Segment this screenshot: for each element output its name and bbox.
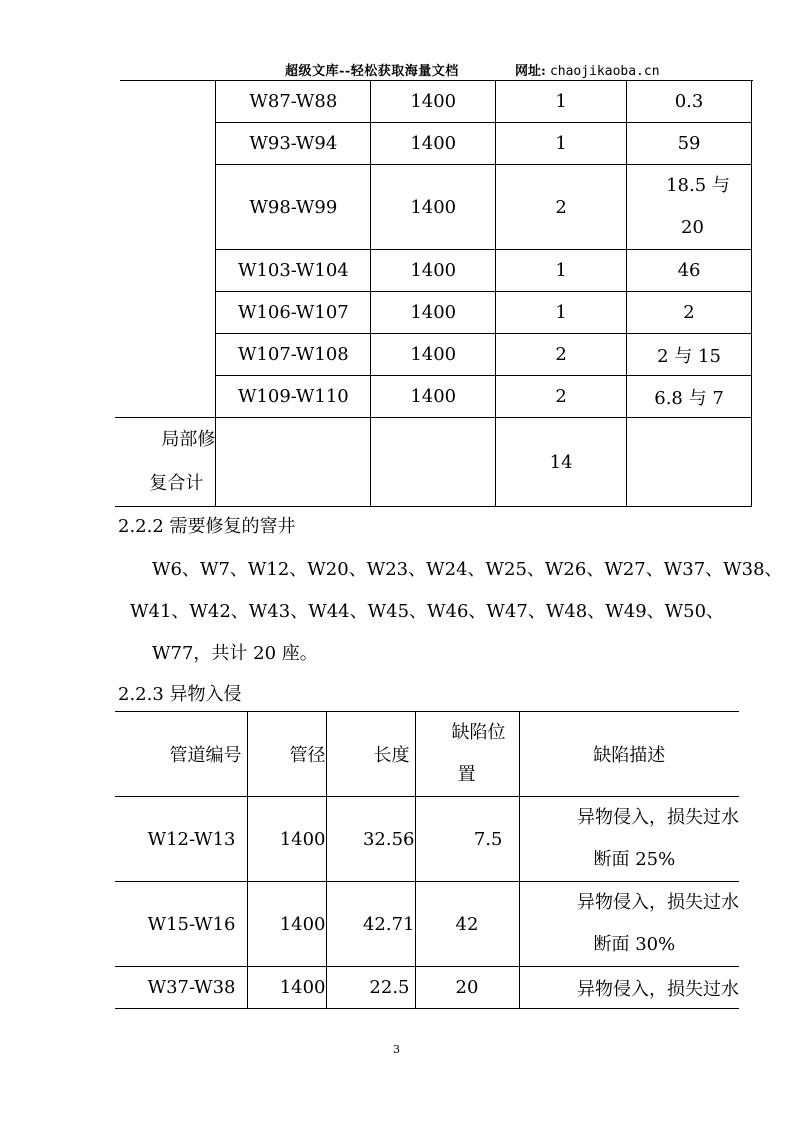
defect-count: 1	[496, 81, 627, 123]
pipe-id: W106-W107	[216, 292, 371, 334]
defect-count: 1	[496, 123, 627, 165]
defect-count: 1	[496, 250, 627, 292]
defect-count: 2	[496, 165, 627, 250]
manhole-list-line: W41、W42、W43、W44、W45、W46、W47、W48、W49、W50、	[130, 601, 725, 622]
pipe-id: W98-W99	[216, 165, 371, 250]
defect-position: 59	[627, 123, 752, 165]
header-url-group	[515, 60, 660, 79]
pipe-diameter: 1400	[247, 882, 326, 967]
defect-description: 异物侵入，损失过水	[519, 967, 739, 1009]
defect-description	[519, 797, 739, 882]
pipe-id: W15-W16	[115, 882, 247, 967]
defect-description	[519, 882, 739, 967]
table-row	[115, 967, 739, 1009]
defect-count: 1	[496, 292, 627, 334]
pipe-id: W37-W38	[115, 967, 247, 1009]
table-row	[115, 797, 739, 882]
pipe-diameter: 1400	[371, 250, 496, 292]
header-length: 长度	[326, 712, 415, 797]
header-line: 置	[457, 764, 476, 785]
pipe-id: W93-W94	[216, 123, 371, 165]
pipe-diameter: 1400	[371, 376, 496, 418]
defect-position	[627, 165, 752, 250]
table-header-row	[115, 712, 739, 797]
table-row	[115, 292, 752, 334]
table-row	[115, 376, 752, 418]
header-url[interactable]: chaojikaoba.cn	[549, 64, 660, 79]
pipe-diameter: 1400	[371, 292, 496, 334]
pipe-id: W103-W104	[216, 250, 371, 292]
description-line: 断面 30%	[593, 934, 676, 955]
defect-position-line: 18.5 与	[666, 175, 730, 196]
defect-position: 2	[627, 292, 752, 334]
table-cell	[371, 418, 496, 507]
pipe-length: 22.5	[326, 967, 415, 1009]
pipe-length: 42.71	[326, 882, 415, 967]
defect-count: 2	[496, 376, 627, 418]
manhole-list-line: W77，共计 20 座。	[152, 643, 318, 664]
header-url-label: 网址:	[515, 64, 546, 79]
pipe-length: 32.56	[326, 797, 415, 882]
table-cell	[115, 334, 216, 376]
table-cell	[115, 165, 216, 250]
table-cell	[216, 418, 371, 507]
pipe-diameter: 1400	[371, 81, 496, 123]
pipe-id: W109-W110	[216, 376, 371, 418]
total-count: 14	[496, 418, 627, 507]
table-cell	[115, 376, 216, 418]
defect-position: 46	[627, 250, 752, 292]
manhole-list-line: W6、W7、W12、W20、W23、W24、W25、W26、W27、W37、W38、	[152, 559, 783, 580]
page-header	[120, 58, 753, 81]
header-diameter: 管径	[247, 712, 326, 797]
header-defect-position	[415, 712, 519, 797]
pipe-diameter: 1400	[371, 334, 496, 376]
pipe-id: W12-W13	[115, 797, 247, 882]
table-cell	[115, 292, 216, 334]
description-line: 异物侵入，损失过水	[577, 892, 739, 913]
pipe-diameter: 1400	[371, 165, 496, 250]
header-defect-description: 缺陷描述	[519, 712, 739, 797]
total-label-line: 局部修	[161, 429, 216, 450]
table-cell	[115, 250, 216, 292]
pipe-id: W107-W108	[216, 334, 371, 376]
defect-position: 6.8 与 7	[627, 376, 752, 418]
pipe-diameter: 1400	[371, 123, 496, 165]
table-row	[115, 250, 752, 292]
header-pipe-id: 管道编号	[115, 712, 247, 797]
page-number: 3	[393, 1043, 400, 1056]
header-line: 缺陷位	[451, 722, 506, 743]
pipe-id: W87-W88	[216, 81, 371, 123]
section-heading: 2.2.3 异物入侵	[118, 684, 242, 705]
section-heading: 2.2.2 需要修复的窨井	[118, 516, 296, 537]
table-total-row	[115, 418, 752, 507]
table-row	[115, 123, 752, 165]
table-row	[115, 81, 752, 123]
defect-position: 0.3	[627, 81, 752, 123]
total-label	[115, 418, 216, 507]
defect-count: 2	[496, 334, 627, 376]
defect-position-line: 20	[681, 217, 704, 238]
table-cell	[115, 81, 216, 123]
pipe-diameter: 1400	[247, 797, 326, 882]
description-line: 断面 25%	[593, 849, 676, 870]
foreign-object-table	[115, 711, 739, 1009]
table-row	[115, 334, 752, 376]
table-cell	[627, 418, 752, 507]
defect-position: 7.5	[415, 797, 519, 882]
repair-table	[115, 81, 752, 507]
total-label-line: 复合计	[149, 473, 204, 494]
description-line: 异物侵入，损失过水	[577, 807, 739, 828]
defect-position: 20	[415, 967, 519, 1009]
table-row	[115, 165, 752, 250]
table-row	[115, 882, 739, 967]
defect-position: 2 与 15	[627, 334, 752, 376]
pipe-diameter: 1400	[247, 967, 326, 1009]
table-cell	[115, 123, 216, 165]
defect-position: 42	[415, 882, 519, 967]
header-site-name: 超级文库--轻松获取海量文档	[285, 64, 459, 79]
